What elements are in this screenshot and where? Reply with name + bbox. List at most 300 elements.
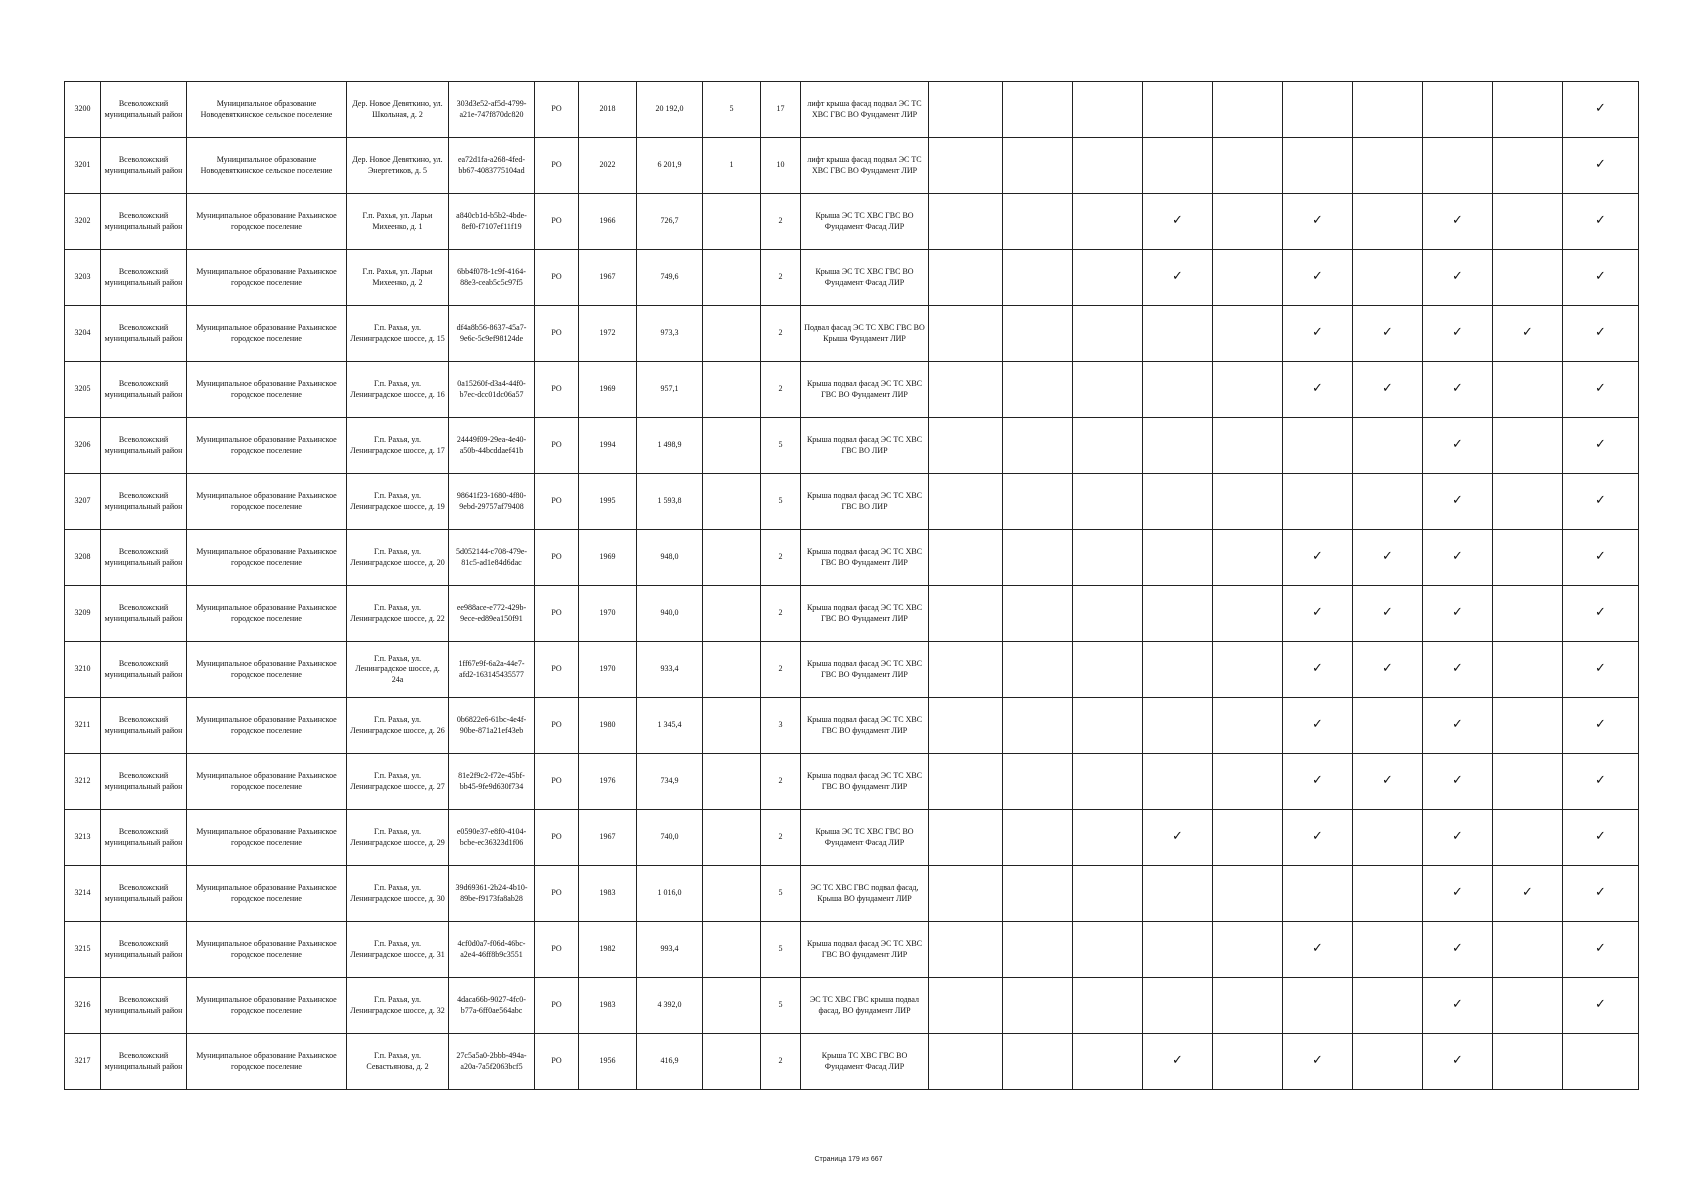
- house-guid-cell: ee988ace-e772-429b-9ece-ed89ea150f91: [449, 586, 535, 642]
- checkmark-icon: ✓: [1452, 213, 1463, 229]
- work-check-cell: [1283, 306, 1353, 362]
- work-check-cell: [1283, 362, 1353, 418]
- work-check-cell: [1283, 586, 1353, 642]
- table-row: [65, 306, 1639, 362]
- work-check-cell: [1213, 474, 1283, 530]
- work-check-cell: [1563, 250, 1639, 306]
- entrances-cell: [703, 474, 761, 530]
- house-guid-cell: 4cf0d0a7-f06d-46bc-a2e4-46ff8b9c3551: [449, 922, 535, 978]
- work-check-cell: [1213, 530, 1283, 586]
- work-check-cell: [1423, 754, 1493, 810]
- works-list-cell: лифт крыша фасад подвал ЭС ТС ХВС ГВС ВО Фундамент ЛИР: [801, 82, 929, 138]
- fund-type-cell: РО: [535, 250, 579, 306]
- address-cell: Г.п. Рахья, ул. Ленинградское шоссе, д. 16: [347, 362, 449, 418]
- checkmark-icon: ✓: [1452, 1053, 1463, 1069]
- work-check-cell: [1143, 194, 1213, 250]
- build-year-cell: 1970: [579, 642, 637, 698]
- work-check-cell: [929, 586, 1003, 642]
- works-list-cell: ЭС ТС ХВС ГВС подвал фасад, Крыша ВО фундамент ЛИР: [801, 866, 929, 922]
- work-check-cell: [1283, 194, 1353, 250]
- page-footer: Страница 179 из 667: [814, 1156, 883, 1163]
- work-check-cell: [1493, 810, 1563, 866]
- municipality-cell: Муниципальное образование Новодевяткинское сельское поселение: [187, 138, 347, 194]
- works-list-cell: лифт крыша фасад подвал ЭС ТС ХВС ГВС ВО Фундамент ЛИР: [801, 138, 929, 194]
- work-check-cell: [1283, 82, 1353, 138]
- work-check-cell: [1493, 250, 1563, 306]
- checkmark-icon: ✓: [1595, 325, 1606, 341]
- work-check-cell: [1073, 698, 1143, 754]
- work-check-cell: [1423, 194, 1493, 250]
- work-check-cell: [1283, 418, 1353, 474]
- floors-cell: 5: [761, 922, 801, 978]
- work-check-cell: [1143, 866, 1213, 922]
- work-check-cell: [1353, 362, 1423, 418]
- work-check-cell: [1143, 642, 1213, 698]
- municipality-cell: Муниципальное образование Рахьинское городское поселение: [187, 754, 347, 810]
- build-year-cell: 1969: [579, 362, 637, 418]
- area-cell: 1 345,4: [637, 698, 703, 754]
- work-check-cell: [1423, 922, 1493, 978]
- checkmark-icon: ✓: [1452, 941, 1463, 957]
- work-check-cell: [1283, 1034, 1353, 1090]
- checkmark-icon: ✓: [1312, 549, 1323, 565]
- row-number-cell: 3201: [65, 138, 101, 194]
- checkmark-icon: ✓: [1312, 325, 1323, 341]
- checkmark-icon: ✓: [1452, 997, 1463, 1013]
- work-check-cell: [1283, 698, 1353, 754]
- table-row: [65, 194, 1639, 250]
- row-number-cell: 3207: [65, 474, 101, 530]
- entrances-cell: [703, 754, 761, 810]
- area-cell: 6 201,9: [637, 138, 703, 194]
- area-cell: 20 192,0: [637, 82, 703, 138]
- work-check-cell: [929, 866, 1003, 922]
- checkmark-icon: ✓: [1595, 605, 1606, 621]
- work-check-cell: [1143, 474, 1213, 530]
- work-check-cell: [1073, 922, 1143, 978]
- work-check-cell: [1283, 530, 1353, 586]
- fund-type-cell: РО: [535, 138, 579, 194]
- checkmark-icon: ✓: [1312, 941, 1323, 957]
- build-year-cell: 1994: [579, 418, 637, 474]
- entrances-cell: [703, 810, 761, 866]
- work-check-cell: [1283, 810, 1353, 866]
- work-check-cell: [1213, 754, 1283, 810]
- row-number-cell: 3206: [65, 418, 101, 474]
- work-check-cell: [929, 1034, 1003, 1090]
- work-check-cell: [929, 82, 1003, 138]
- work-check-cell: [1213, 810, 1283, 866]
- work-check-cell: [1213, 138, 1283, 194]
- checkmark-icon: ✓: [1312, 269, 1323, 285]
- fund-type-cell: РО: [535, 810, 579, 866]
- work-check-cell: [1143, 922, 1213, 978]
- work-check-cell: [1423, 642, 1493, 698]
- work-check-cell: [1003, 82, 1073, 138]
- build-year-cell: 1956: [579, 1034, 637, 1090]
- house-guid-cell: 39d69361-2b24-4b10-89be-f9173fa8ab28: [449, 866, 535, 922]
- work-check-cell: [1423, 698, 1493, 754]
- checkmark-icon: ✓: [1452, 549, 1463, 565]
- table-row: [65, 250, 1639, 306]
- work-check-cell: [1353, 82, 1423, 138]
- floors-cell: 5: [761, 418, 801, 474]
- address-cell: Г.п. Рахья, ул. Ленинградское шоссе, д. 30: [347, 866, 449, 922]
- checkmark-icon: ✓: [1312, 605, 1323, 621]
- house-guid-cell: df4a8b56-8637-45a7-9e6c-5c9ef98124de: [449, 306, 535, 362]
- area-cell: 749,6: [637, 250, 703, 306]
- house-guid-cell: 27c5a5a0-2bbb-494a-a20a-7a5f2063bcf5: [449, 1034, 535, 1090]
- work-check-cell: [929, 362, 1003, 418]
- work-check-cell: [1353, 474, 1423, 530]
- municipality-cell: Муниципальное образование Рахьинское городское поселение: [187, 362, 347, 418]
- works-list-cell: Крыша подвал фасад ЭС ТС ХВС ГВС ВО фундамент ЛИР: [801, 754, 929, 810]
- work-check-cell: [1493, 418, 1563, 474]
- checkmark-icon: ✓: [1382, 605, 1393, 621]
- build-year-cell: 1982: [579, 922, 637, 978]
- housing-registry-table: [64, 81, 1639, 1090]
- area-cell: 940,0: [637, 586, 703, 642]
- work-check-cell: [1563, 306, 1639, 362]
- work-check-cell: [1493, 362, 1563, 418]
- build-year-cell: 1976: [579, 754, 637, 810]
- work-check-cell: [1073, 82, 1143, 138]
- checkmark-icon: ✓: [1172, 213, 1183, 229]
- work-check-cell: [1353, 978, 1423, 1034]
- build-year-cell: 1966: [579, 194, 637, 250]
- floors-cell: 2: [761, 586, 801, 642]
- municipality-cell: Муниципальное образование Рахьинское городское поселение: [187, 418, 347, 474]
- address-cell: Дер. Новое Девяткино, ул. Школьная, д. 2: [347, 82, 449, 138]
- work-check-cell: [1493, 82, 1563, 138]
- checkmark-icon: ✓: [1452, 605, 1463, 621]
- house-guid-cell: 5d052144-c708-479e-81c5-ad1e84d6dac: [449, 530, 535, 586]
- work-check-cell: [1353, 418, 1423, 474]
- work-check-cell: [1213, 362, 1283, 418]
- build-year-cell: 1980: [579, 698, 637, 754]
- fund-type-cell: РО: [535, 474, 579, 530]
- work-check-cell: [1353, 250, 1423, 306]
- floors-cell: 2: [761, 1034, 801, 1090]
- works-list-cell: ЭС ТС ХВС ГВС крыша подвал фасад, ВО фундамент ЛИР: [801, 978, 929, 1034]
- work-check-cell: [1423, 306, 1493, 362]
- work-check-cell: [1003, 698, 1073, 754]
- floors-cell: 3: [761, 698, 801, 754]
- work-check-cell: [1493, 194, 1563, 250]
- work-check-cell: [1283, 474, 1353, 530]
- table-row: [65, 82, 1639, 138]
- district-cell: Всеволожский муниципальный район: [101, 250, 187, 306]
- municipality-cell: Муниципальное образование Рахьинское городское поселение: [187, 810, 347, 866]
- row-number-cell: 3212: [65, 754, 101, 810]
- work-check-cell: [1563, 530, 1639, 586]
- address-cell: Г.п. Рахья, ул. Ленинградское шоссе, д. 15: [347, 306, 449, 362]
- row-number-cell: 3209: [65, 586, 101, 642]
- checkmark-icon: ✓: [1452, 829, 1463, 845]
- checkmark-icon: ✓: [1312, 213, 1323, 229]
- build-year-cell: 1969: [579, 530, 637, 586]
- municipality-cell: Муниципальное образование Рахьинское городское поселение: [187, 474, 347, 530]
- floors-cell: 17: [761, 82, 801, 138]
- address-cell: Г.п. Рахья, ул. Ленинградское шоссе, д. 31: [347, 922, 449, 978]
- fund-type-cell: РО: [535, 866, 579, 922]
- table-row: [65, 754, 1639, 810]
- municipality-cell: Муниципальное образование Рахьинское городское поселение: [187, 250, 347, 306]
- work-check-cell: [1563, 1034, 1639, 1090]
- area-cell: 726,7: [637, 194, 703, 250]
- work-check-cell: [1563, 922, 1639, 978]
- floors-cell: 2: [761, 362, 801, 418]
- work-check-cell: [1213, 586, 1283, 642]
- house-guid-cell: ea72d1fa-a268-4fed-bb67-4083775104ad: [449, 138, 535, 194]
- row-number-cell: 3210: [65, 642, 101, 698]
- district-cell: Всеволожский муниципальный район: [101, 362, 187, 418]
- work-check-cell: [1003, 194, 1073, 250]
- house-guid-cell: 4daca66b-9027-4fc0-b77a-6ff0ae564abc: [449, 978, 535, 1034]
- work-check-cell: [1423, 978, 1493, 1034]
- area-cell: 1 593,8: [637, 474, 703, 530]
- work-check-cell: [1353, 922, 1423, 978]
- entrances-cell: [703, 362, 761, 418]
- district-cell: Всеволожский муниципальный район: [101, 586, 187, 642]
- checkmark-icon: ✓: [1452, 437, 1463, 453]
- build-year-cell: 1972: [579, 306, 637, 362]
- work-check-cell: [1213, 698, 1283, 754]
- work-check-cell: [929, 810, 1003, 866]
- work-check-cell: [1353, 810, 1423, 866]
- address-cell: Г.п. Рахья, ул. Ленинградское шоссе, д. 19: [347, 474, 449, 530]
- entrances-cell: [703, 1034, 761, 1090]
- table-row: [65, 810, 1639, 866]
- table-row: [65, 530, 1639, 586]
- work-check-cell: [1213, 978, 1283, 1034]
- work-check-cell: [1423, 138, 1493, 194]
- table-body: [65, 82, 1639, 1090]
- municipality-cell: Муниципальное образование Рахьинское городское поселение: [187, 306, 347, 362]
- entrances-cell: [703, 194, 761, 250]
- row-number-cell: 3208: [65, 530, 101, 586]
- work-check-cell: [1143, 250, 1213, 306]
- checkmark-icon: ✓: [1595, 717, 1606, 733]
- row-number-cell: 3200: [65, 82, 101, 138]
- work-check-cell: [1283, 250, 1353, 306]
- work-check-cell: [1353, 866, 1423, 922]
- work-check-cell: [1423, 1034, 1493, 1090]
- district-cell: Всеволожский муниципальный район: [101, 642, 187, 698]
- address-cell: Г.п. Рахья, ул. Ларьи Михеенко, д. 1: [347, 194, 449, 250]
- work-check-cell: [1493, 642, 1563, 698]
- checkmark-icon: ✓: [1172, 829, 1183, 845]
- work-check-cell: [1493, 978, 1563, 1034]
- work-check-cell: [1353, 754, 1423, 810]
- work-check-cell: [1073, 362, 1143, 418]
- work-check-cell: [1563, 138, 1639, 194]
- row-number-cell: 3213: [65, 810, 101, 866]
- row-number-cell: 3216: [65, 978, 101, 1034]
- work-check-cell: [1003, 922, 1073, 978]
- work-check-cell: [1353, 586, 1423, 642]
- works-list-cell: Крыша подвал фасад ЭС ТС ХВС ГВС ВО Фундамент ЛИР: [801, 642, 929, 698]
- work-check-cell: [1143, 1034, 1213, 1090]
- floors-cell: 10: [761, 138, 801, 194]
- works-list-cell: Крыша подвал фасад ЭС ТС ХВС ГВС ВО ЛИР: [801, 418, 929, 474]
- work-check-cell: [1073, 642, 1143, 698]
- floors-cell: 2: [761, 194, 801, 250]
- work-check-cell: [1493, 1034, 1563, 1090]
- work-check-cell: [1563, 642, 1639, 698]
- house-guid-cell: 98641f23-1680-4f80-9ebd-29757af79408: [449, 474, 535, 530]
- floors-cell: 2: [761, 810, 801, 866]
- checkmark-icon: ✓: [1595, 661, 1606, 677]
- work-check-cell: [929, 194, 1003, 250]
- address-cell: Г.п. Рахья, ул. Ленинградское шоссе, д. 29: [347, 810, 449, 866]
- works-list-cell: Крыша подвал фасад ЭС ТС ХВС ГВС ВО Фундамент ЛИР: [801, 530, 929, 586]
- works-list-cell: Крыша подвал фасад ЭС ТС ХВС ГВС ВО фундамент ЛИР: [801, 922, 929, 978]
- work-check-cell: [1563, 194, 1639, 250]
- table-row: [65, 418, 1639, 474]
- work-check-cell: [1563, 418, 1639, 474]
- checkmark-icon: ✓: [1452, 885, 1463, 901]
- municipality-cell: Муниципальное образование Рахьинское городское поселение: [187, 1034, 347, 1090]
- work-check-cell: [929, 530, 1003, 586]
- work-check-cell: [929, 978, 1003, 1034]
- municipality-cell: Муниципальное образование Рахьинское городское поселение: [187, 978, 347, 1034]
- work-check-cell: [1353, 642, 1423, 698]
- work-check-cell: [929, 698, 1003, 754]
- work-check-cell: [1213, 418, 1283, 474]
- fund-type-cell: РО: [535, 306, 579, 362]
- row-number-cell: 3204: [65, 306, 101, 362]
- work-check-cell: [1563, 362, 1639, 418]
- works-list-cell: Подвал фасад ЭС ТС ХВС ГВС ВО Крыша Фундамент ЛИР: [801, 306, 929, 362]
- work-check-cell: [1493, 754, 1563, 810]
- fund-type-cell: РО: [535, 194, 579, 250]
- work-check-cell: [1003, 978, 1073, 1034]
- address-cell: Г.п. Рахья, ул. Ленинградское шоссе, д. 22: [347, 586, 449, 642]
- work-check-cell: [1143, 586, 1213, 642]
- work-check-cell: [1143, 698, 1213, 754]
- municipality-cell: Муниципальное образование Рахьинское городское поселение: [187, 866, 347, 922]
- work-check-cell: [1353, 194, 1423, 250]
- work-check-cell: [1563, 866, 1639, 922]
- entrances-cell: [703, 698, 761, 754]
- checkmark-icon: ✓: [1452, 661, 1463, 677]
- district-cell: Всеволожский муниципальный район: [101, 698, 187, 754]
- row-number-cell: 3202: [65, 194, 101, 250]
- work-check-cell: [1143, 82, 1213, 138]
- work-check-cell: [1423, 474, 1493, 530]
- checkmark-icon: ✓: [1595, 829, 1606, 845]
- work-check-cell: [1073, 810, 1143, 866]
- checkmark-icon: ✓: [1382, 661, 1393, 677]
- house-guid-cell: 6bb4f078-1c9f-4164-88e3-ceab5c5c97f5: [449, 250, 535, 306]
- floors-cell: 2: [761, 306, 801, 362]
- work-check-cell: [1003, 866, 1073, 922]
- work-check-cell: [1563, 586, 1639, 642]
- checkmark-icon: ✓: [1595, 773, 1606, 789]
- work-check-cell: [1003, 810, 1073, 866]
- checkmark-icon: ✓: [1452, 717, 1463, 733]
- floors-cell: 2: [761, 642, 801, 698]
- area-cell: 734,9: [637, 754, 703, 810]
- work-check-cell: [1003, 250, 1073, 306]
- entrances-cell: [703, 530, 761, 586]
- work-check-cell: [1563, 82, 1639, 138]
- work-check-cell: [1213, 250, 1283, 306]
- entrances-cell: [703, 250, 761, 306]
- district-cell: Всеволожский муниципальный район: [101, 194, 187, 250]
- work-check-cell: [1423, 530, 1493, 586]
- work-check-cell: [1073, 1034, 1143, 1090]
- work-check-cell: [1003, 754, 1073, 810]
- checkmark-icon: ✓: [1595, 549, 1606, 565]
- district-cell: Всеволожский муниципальный район: [101, 866, 187, 922]
- work-check-cell: [929, 306, 1003, 362]
- checkmark-icon: ✓: [1312, 1053, 1323, 1069]
- area-cell: 416,9: [637, 1034, 703, 1090]
- district-cell: Всеволожский муниципальный район: [101, 1034, 187, 1090]
- district-cell: Всеволожский муниципальный район: [101, 418, 187, 474]
- municipality-cell: Муниципальное образование Рахьинское городское поселение: [187, 586, 347, 642]
- floors-cell: 2: [761, 530, 801, 586]
- works-list-cell: Крыша подвал фасад ЭС ТС ХВС ГВС ВО фундамент ЛИР: [801, 698, 929, 754]
- checkmark-icon: ✓: [1452, 381, 1463, 397]
- table-row: [65, 698, 1639, 754]
- work-check-cell: [1283, 922, 1353, 978]
- work-check-cell: [1563, 474, 1639, 530]
- entrances-cell: [703, 586, 761, 642]
- works-list-cell: Крыша подвал фасад ЭС ТС ХВС ГВС ВО Фундамент ЛИР: [801, 362, 929, 418]
- work-check-cell: [1213, 194, 1283, 250]
- entrances-cell: [703, 306, 761, 362]
- district-cell: Всеволожский муниципальный район: [101, 530, 187, 586]
- checkmark-icon: ✓: [1172, 1053, 1183, 1069]
- work-check-cell: [1283, 138, 1353, 194]
- work-check-cell: [1213, 922, 1283, 978]
- work-check-cell: [1423, 82, 1493, 138]
- work-check-cell: [929, 642, 1003, 698]
- checkmark-icon: ✓: [1595, 213, 1606, 229]
- row-number-cell: 3215: [65, 922, 101, 978]
- work-check-cell: [1003, 1034, 1073, 1090]
- area-cell: 948,0: [637, 530, 703, 586]
- entrances-cell: [703, 418, 761, 474]
- work-check-cell: [1073, 754, 1143, 810]
- work-check-cell: [1493, 922, 1563, 978]
- work-check-cell: [929, 922, 1003, 978]
- checkmark-icon: ✓: [1382, 325, 1393, 341]
- work-check-cell: [1143, 418, 1213, 474]
- work-check-cell: [1073, 194, 1143, 250]
- work-check-cell: [1493, 698, 1563, 754]
- floors-cell: 2: [761, 754, 801, 810]
- fund-type-cell: РО: [535, 82, 579, 138]
- build-year-cell: 1983: [579, 866, 637, 922]
- work-check-cell: [1073, 586, 1143, 642]
- table-row: [65, 642, 1639, 698]
- table-row: [65, 474, 1639, 530]
- fund-type-cell: РО: [535, 586, 579, 642]
- work-check-cell: [1143, 530, 1213, 586]
- work-check-cell: [1563, 810, 1639, 866]
- work-check-cell: [1213, 306, 1283, 362]
- work-check-cell: [1073, 138, 1143, 194]
- fund-type-cell: РО: [535, 978, 579, 1034]
- work-check-cell: [1563, 754, 1639, 810]
- district-cell: Всеволожский муниципальный район: [101, 754, 187, 810]
- work-check-cell: [1493, 586, 1563, 642]
- work-check-cell: [1143, 810, 1213, 866]
